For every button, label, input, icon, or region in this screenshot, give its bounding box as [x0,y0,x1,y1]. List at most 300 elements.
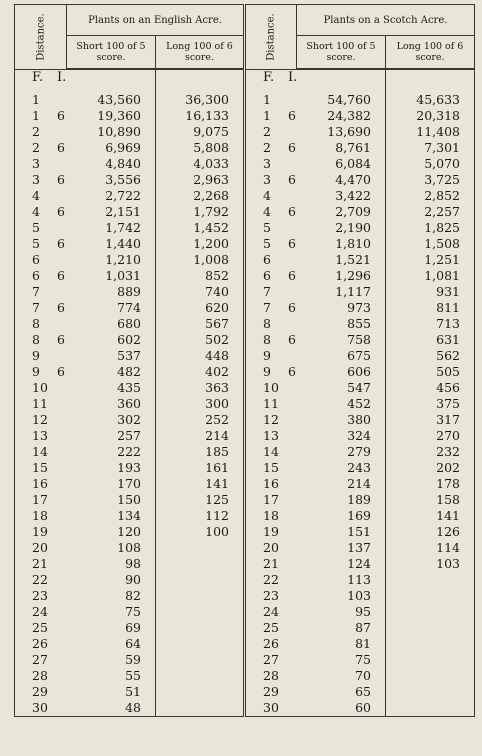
table-row [15,140,475,156]
inches-value: 6 [288,172,296,187]
scotch-distance-cell [245,476,297,492]
english-short-cell: 889 [67,284,156,300]
scotch-long-cell: 114 [386,540,475,556]
table-row [15,652,475,668]
scotch-short-cell: 606 [297,364,386,380]
table-row [15,268,475,284]
english-short-cell: 75 [67,604,156,620]
table-body [15,69,475,717]
scotch-long-cell: 126 [386,524,475,540]
scotch-short-cell: 75 [297,652,386,668]
scotch-distance-cell [245,636,297,652]
scotch-long-cell [386,604,475,620]
inches-value: 6 [288,108,296,123]
scotch-short-cell: 4,470 [297,172,386,188]
inches-value: 6 [57,204,65,219]
english-short-cell: 48 [67,700,156,717]
feet-value: 23 [263,588,279,603]
english-short-cell: 51 [67,684,156,700]
english-short-cell: 435 [67,380,156,396]
english-short-cell: 4,840 [67,156,156,172]
scotch-short-cell: 973 [297,300,386,316]
table-row [15,204,475,220]
feet-value: 2 [32,124,40,139]
scotch-short-cell: 189 [297,492,386,508]
scotch-distance-cell [245,684,297,700]
feet-value: 12 [263,412,279,427]
english-long-cell: 141 [156,476,245,492]
scotch-short-cell: 124 [297,556,386,572]
scotch-short-cell: 2,709 [297,204,386,220]
scotch-long-cell: 141 [386,508,475,524]
feet-value: 9 [32,364,40,379]
table-row [15,156,475,172]
table-row [15,252,475,268]
table-row [15,364,475,380]
scotch-distance-cell [245,604,297,620]
scotch-short-cell: 1,810 [297,236,386,252]
scotch-long-cell: 931 [386,284,475,300]
english-distance-cell [15,668,67,684]
scotch-long-cell: 158 [386,492,475,508]
english-long-cell: 4,033 [156,156,245,172]
english-long-cell [156,620,245,636]
english-long-cell: 36,300 [156,92,245,108]
english-short-cell: 19,360 [67,108,156,124]
feet-value: 18 [263,508,279,523]
scotch-long-cell: 1,825 [386,220,475,236]
feet-value: 8 [32,316,40,331]
english-short-cell: 134 [67,508,156,524]
scotch-short-cell: 8,761 [297,140,386,156]
english-long-cell: 252 [156,412,245,428]
feet-value: 15 [263,460,279,475]
feet-value: 24 [263,604,279,619]
feet-value: 7 [263,284,271,299]
feet-value: 27 [32,652,48,667]
feet-value: 3 [263,156,271,171]
english-distance-cell [15,348,67,364]
feet-value: 27 [263,652,279,667]
feet-value: 29 [32,684,48,699]
english-long-cell: 620 [156,300,245,316]
feet-value: 21 [263,556,279,571]
table-row [15,236,475,252]
table-row [15,284,475,300]
inches-value: 6 [288,332,296,347]
units-row [15,69,475,92]
english-distance-cell [15,428,67,444]
table-row [15,588,475,604]
english-distance-cell [15,108,67,124]
feet-value: 17 [32,492,48,507]
table-row [15,188,475,204]
scotch-long-cell: 811 [386,300,475,316]
feet-value: 6 [263,252,271,267]
english-distance-cell [15,92,67,108]
english-short-cell: 59 [67,652,156,668]
scotch-short-cell: 243 [297,460,386,476]
english-long-cell: 448 [156,348,245,364]
scotch-long-cell [386,700,475,717]
english-distance-cell [15,556,67,572]
english-short-cell: 82 [67,588,156,604]
english-long-cell: 402 [156,364,245,380]
scotch-short-cell: 758 [297,332,386,348]
english-distance-cell [15,332,67,348]
inches-value: 6 [57,300,65,315]
feet-value: 4 [263,204,271,219]
feet-value: 1 [263,92,271,107]
scotch-distance-cell [245,380,297,396]
scotch-long-cell: 232 [386,444,475,460]
scotch-distance-cell [245,108,297,124]
english-distance-cell [15,588,67,604]
feet-value: 17 [263,492,279,507]
scotch-distance-cell [245,540,297,556]
english-acre-header: Plants on an English Acre. [67,5,245,36]
scotch-short-cell: 151 [297,524,386,540]
scotch-short-cell: 1,296 [297,268,386,284]
english-short-cell: 90 [67,572,156,588]
scotch-short-cell: 324 [297,428,386,444]
english-short-cell: 680 [67,316,156,332]
scotch-long-cell: 178 [386,476,475,492]
english-short-cell: 602 [67,332,156,348]
table-row [15,300,475,316]
table-row [15,460,475,476]
inches-value: 6 [288,364,296,379]
english-long-cell [156,556,245,572]
feet-value: 30 [32,700,48,715]
english-short-cell: 2,151 [67,204,156,220]
scotch-distance-cell [245,428,297,444]
scotch-distance-cell [245,188,297,204]
english-short-cell: 170 [67,476,156,492]
scotch-distance-cell [245,668,297,684]
table-row [15,492,475,508]
english-short-cell: 150 [67,492,156,508]
english-short-cell: 43,560 [67,92,156,108]
english-distance-cell [15,540,67,556]
scotch-short-cell: 2,190 [297,220,386,236]
scotch-short-cell: 13,690 [297,124,386,140]
feet-value: 23 [32,588,48,603]
feet-value: 15 [32,460,48,475]
english-long-cell: 2,963 [156,172,245,188]
english-short-cell: 1,031 [67,268,156,284]
english-long-cell: 300 [156,396,245,412]
scotch-distance-cell [245,268,297,284]
scotch-long-cell [386,668,475,684]
scotch-short-cell: 24,382 [297,108,386,124]
scotch-short-cell: 547 [297,380,386,396]
english-distance-cell [15,236,67,252]
feet-value: 29 [263,684,279,699]
scotch-distance-cell [245,92,297,108]
feet-value: 2 [263,124,271,139]
scotch-long-cell: 20,318 [386,108,475,124]
feet-value: 28 [263,668,279,683]
scotch-distance-cell [245,588,297,604]
english-distance-cell [15,268,67,284]
feet-value: 3 [32,156,40,171]
feet-value: 8 [263,316,271,331]
feet-value: 18 [32,508,48,523]
english-distance-cell [15,620,67,636]
english-long-cell: 852 [156,268,245,284]
feet-value: 2 [32,140,40,155]
inches-value: 6 [57,140,65,155]
scotch-long-cell: 1,251 [386,252,475,268]
scotch-short-cell: 103 [297,588,386,604]
feet-value: 26 [263,636,279,651]
scotch-long-cell: 505 [386,364,475,380]
english-short-cell: 2,722 [67,188,156,204]
feet-value: 20 [32,540,48,555]
english-long-cell: 5,808 [156,140,245,156]
english-long-cell [156,572,245,588]
scotch-short-cell: 65 [297,684,386,700]
english-short-cell: 193 [67,460,156,476]
english-short-cell: 69 [67,620,156,636]
feet-value: 10 [32,380,48,395]
scotch-long-cell: 631 [386,332,475,348]
scotch-long-cell: 562 [386,348,475,364]
english-distance-cell [15,252,67,268]
english-long-cell: 363 [156,380,245,396]
scotch-distance-cell [245,220,297,236]
scotch-long-cell [386,652,475,668]
scotch-distance-cell [245,412,297,428]
english-short-cell: 55 [67,668,156,684]
table-row [15,380,475,396]
scotch-short-cell: 214 [297,476,386,492]
table-row [15,604,475,620]
scotch-short-cell: 137 [297,540,386,556]
scotch-short-cell: 1,521 [297,252,386,268]
table-row [15,220,475,236]
english-short-cell: 537 [67,348,156,364]
english-short-cell: 1,210 [67,252,156,268]
scotch-short-cell: 169 [297,508,386,524]
english-distance-cell [15,476,67,492]
table-row [15,172,475,188]
english-distance-cell [15,444,67,460]
feet-value: 6 [32,252,40,267]
feet-value: 5 [32,220,40,235]
english-short-cell: 257 [67,428,156,444]
scotch-long-cell: 375 [386,396,475,412]
scotch-long-cell: 713 [386,316,475,332]
english-short-cell: 120 [67,524,156,540]
english-short-cell: 3,556 [67,172,156,188]
feet-value: 3 [32,172,40,187]
english-distance-cell [15,412,67,428]
english-long-cell: 1,008 [156,252,245,268]
scotch-long-cell: 3,725 [386,172,475,188]
scotch-short-cell: 675 [297,348,386,364]
inches-value: 6 [288,204,296,219]
scotch-long-cell: 45,633 [386,92,475,108]
feet-value: 8 [263,332,271,347]
feet-value: 20 [263,540,279,555]
table-header [15,5,475,70]
feet-value: 7 [32,284,40,299]
english-long-cell: 125 [156,492,245,508]
scotch-long-cell: 270 [386,428,475,444]
scotch-distance-cell [245,172,297,188]
table-row [15,476,475,492]
feet-value: 9 [32,348,40,363]
scotch-short-cell: 87 [297,620,386,636]
feet-value: 28 [32,668,48,683]
feet-value: 26 [32,636,48,651]
feet-value: 22 [263,572,279,587]
scotch-long-cell [386,588,475,604]
feet-value: 9 [263,364,271,379]
scotch-short-cell: 3,422 [297,188,386,204]
table-row [15,428,475,444]
english-long-header: Long 100 of 6 score. [156,36,245,70]
english-long-cell [156,636,245,652]
english-distance-cell [15,156,67,172]
scotch-short-cell: 6,084 [297,156,386,172]
feet-value: 13 [32,428,48,443]
english-distance-cell [15,204,67,220]
english-long-cell [156,588,245,604]
scotch-distance-cell [245,252,297,268]
english-short-cell: 222 [67,444,156,460]
scotch-distance-cell [245,284,297,300]
scotch-short-cell: 81 [297,636,386,652]
feet-value: 25 [32,620,48,635]
table-row [15,332,475,348]
english-distance-cell [15,300,67,316]
table-row [15,396,475,412]
english-distance-cell [15,652,67,668]
feet-value: 16 [263,476,279,491]
plants-per-acre-table [14,4,475,717]
table-row [15,700,475,717]
inches-value: 6 [57,364,65,379]
english-distance-cell [15,172,67,188]
english-long-cell: 1,452 [156,220,245,236]
feet-value: 14 [32,444,48,459]
feet-value: 1 [32,108,40,123]
scotch-distance-cell [245,124,297,140]
feet-value: 5 [32,236,40,251]
scotch-short-header: Short 100 of 5 score. [297,36,386,70]
scotch-long-cell [386,572,475,588]
english-long-cell: 185 [156,444,245,460]
table-row [15,668,475,684]
feet-value: 7 [32,300,40,315]
feet-value: 25 [263,620,279,635]
english-long-cell [156,540,245,556]
english-long-cell [156,668,245,684]
scotch-long-cell: 1,081 [386,268,475,284]
scotch-distance-cell [245,492,297,508]
feet-value: 19 [263,524,279,539]
english-short-cell: 774 [67,300,156,316]
english-long-cell: 16,133 [156,108,245,124]
table-row [15,108,475,124]
english-long-cell: 502 [156,332,245,348]
units-cell-scotch: F. I. [263,69,298,85]
english-distance-cell [15,572,67,588]
scotch-distance-cell [245,700,297,717]
scotch-long-cell: 5,070 [386,156,475,172]
inches-value: 6 [57,332,65,347]
feet-value: 1 [32,92,40,107]
feet-value: 5 [263,220,271,235]
english-short-cell: 64 [67,636,156,652]
scotch-long-cell: 7,301 [386,140,475,156]
scotch-distance-cell [245,396,297,412]
english-distance-cell [15,188,67,204]
table-row [15,412,475,428]
feet-value: 8 [32,332,40,347]
inches-value: 6 [57,236,65,251]
scotch-distance-cell [245,652,297,668]
feet-value: 9 [263,348,271,363]
scotch-acre-header: Plants on a Scotch Acre. [297,5,475,36]
units-cell-english: F. I. [15,69,67,92]
scotch-distance-cell [245,316,297,332]
distance-header-english: Distance. [15,5,67,70]
english-long-cell: 2,268 [156,188,245,204]
english-distance-cell [15,492,67,508]
feet-value: 6 [32,268,40,283]
scotch-distance-cell [245,140,297,156]
table-row [15,636,475,652]
scotch-short-cell: 452 [297,396,386,412]
feet-value: 5 [263,236,271,251]
scotch-long-cell: 202 [386,460,475,476]
feet-value: 11 [263,396,279,411]
scotch-distance-cell [245,236,297,252]
table-row [15,684,475,700]
scotch-distance-cell [245,348,297,364]
feet-value: 4 [263,188,271,203]
scotch-distance-cell [245,364,297,380]
english-long-cell: 740 [156,284,245,300]
english-short-cell: 98 [67,556,156,572]
scotch-short-cell: 54,760 [297,92,386,108]
scotch-distance-cell [245,620,297,636]
english-short-cell: 482 [67,364,156,380]
english-distance-cell [15,604,67,620]
english-distance-cell [15,316,67,332]
scotch-long-header: Long 100 of 6 score. [386,36,475,70]
feet-value: 3 [263,172,271,187]
scotch-distance-cell [245,444,297,460]
feet-value: 6 [263,268,271,283]
scotch-long-cell: 11,408 [386,124,475,140]
scotch-distance-cell [245,204,297,220]
scotch-short-cell: 279 [297,444,386,460]
english-distance-cell [15,396,67,412]
feet-value: 14 [263,444,279,459]
table-row [15,124,475,140]
english-short-header: Short 100 of 5 score. [67,36,156,70]
table-row [15,444,475,460]
table-row [15,508,475,524]
table-row [15,348,475,364]
scotch-distance-cell [245,300,297,316]
english-short-cell: 108 [67,540,156,556]
